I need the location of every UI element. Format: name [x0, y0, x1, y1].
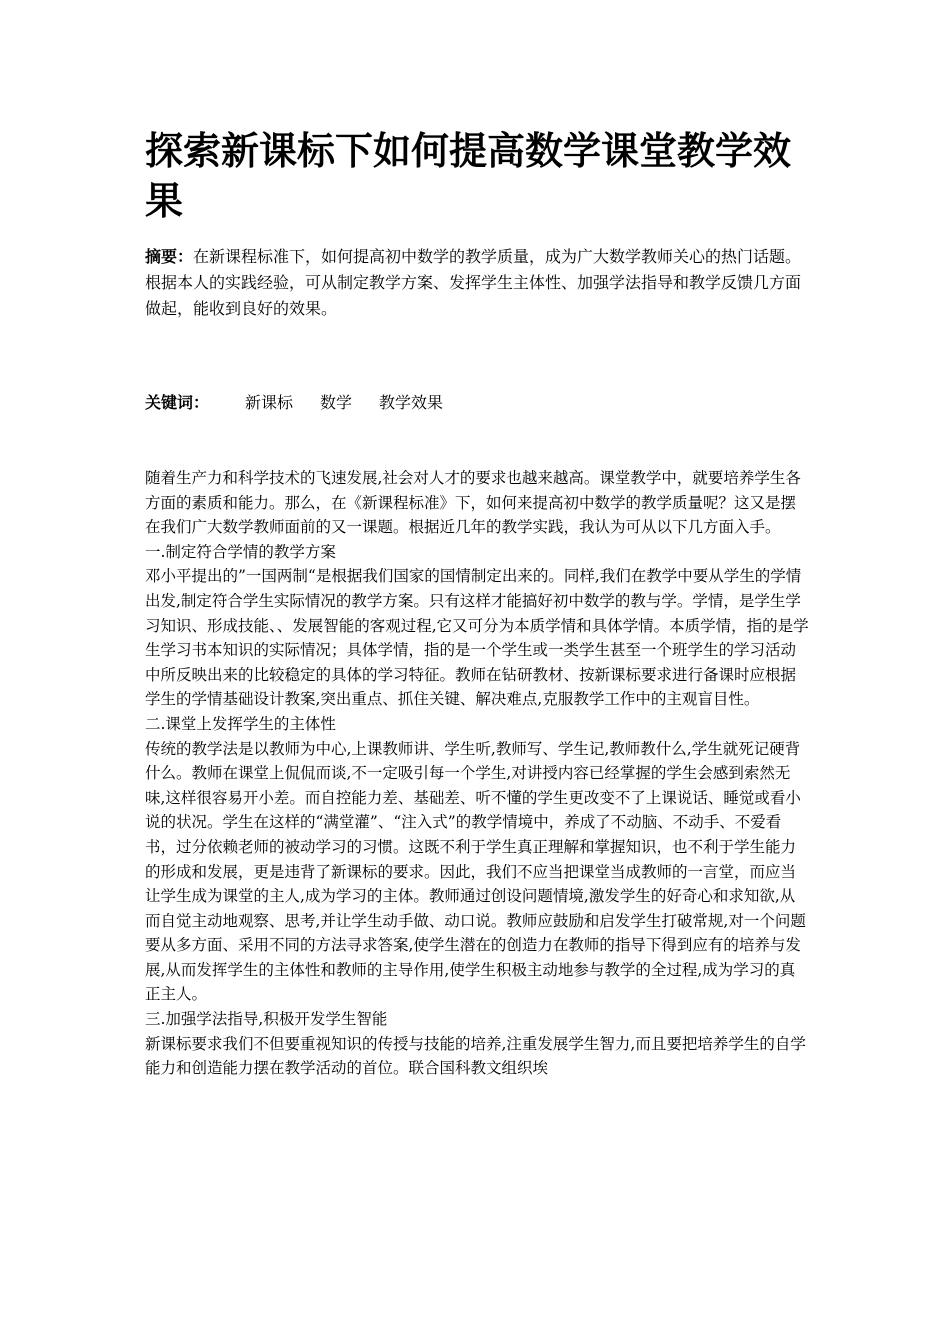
abstract-label: 摘要：: [145, 247, 194, 266]
document-title: 探索新课标下如何提高数学课堂教学效果: [145, 129, 792, 223]
keywords-line: [145, 390, 810, 416]
body-text: [145, 466, 810, 1081]
section-paragraph-1: 邓小平提出的”一国两制“是根据我们国家的国情制定出来的。同样,我们在教学中要从学生的学情出发,制定符合学生实际情况的教学方案。只有这样才能搞好初中数学的教与学。学情，是学生学习知识、形成技能、、发展智能的客观过程,它又可分为本质学情和具体学情。本质学情，指的是学生学习书本知识的实际情况；具体学情，指的是一个学生或一类学生甚至一个班学生的学习活动中所反映出来的比较稳定的具体的学习特征。教师在钻研教材、按新课标要求进行备课时应根据学生的学情基础设计教案,突出重点、抓住关键、解决难点,克服教学工作中的主观盲目性。: [145, 567, 809, 709]
section-heading-1: 一.制定符合学情的教学方案: [145, 542, 336, 561]
abstract-paragraph: [145, 244, 810, 322]
section-heading-3: 三.加强学法指导,积极开发学生智能: [145, 1010, 388, 1029]
section-heading-2: 二.课堂上发挥学生的主体性: [145, 714, 336, 733]
section-paragraph-3: 新课标要求我们不但要重视知识的传授与技能的培养,注重发展学生智力,而且要把培养学生的自学能力和创造能力摆在教学活动的首位。联合国科教文组织埃: [145, 1034, 806, 1078]
keyword-item: 数学: [320, 393, 353, 412]
keyword-item: 新课标: [245, 393, 294, 412]
keywords-label: 关键词：: [145, 393, 210, 412]
section-paragraph-2: 传统的教学法是以教师为中心,上课教师讲、学生听,教师写、学生记,教师教什么,学生就死记硬背什么。教师在课堂上侃侃而谈,不一定吸引每一个学生,对讲授内容已经掌握的学生会感到索然无味,这样很容易开小差。而自控能力差、基础差、听不懂的学生更改变不了上课说话、睡觉或看小说的状况。学生在这样的“满堂灌”、“注入式”的教学情境中，养成了不动脑、不动手、不爱看书，过分依赖老师的被动学习的习惯。这既不利于学生真正理解和掌握知识，也不利于学生能力的形成和发展，更是违背了新课标的要求。因此，我们不应当把课堂当成教师的一言堂，而应当让学生成为课堂的主人,成为学习的主体。教师通过创设问题情境,激发学生的好奇心和求知欲,从而自觉主动地观察、思考,并让学生动手做、动口说。教师应鼓励和启发学生打破常规,对一个问题要从多方面、采用不同的方法寻求答案,使学生潜在的创造力在教师的指导下得到应有的培养与发展,从而发挥学生的主体性和教师的主导作用,使学生积极主动地参与教学的全过程,成为学习的真正主人。: [145, 739, 806, 1004]
abstract-text: 在新课程标准下，如何提高初中数学的教学质量，成为广大数学教师关心的热门话题。根据本人的实践经验，可从制定教学方案、发挥学生主体性、加强学法指导和教学反馈几方面做起，能收到良好的效果。: [145, 247, 802, 318]
intro-paragraph: 随着生产力和科学技术的飞速发展,社会对人才的要求也越来越高。课堂教学中，就要培养学生各方面的素质和能力。那么，在《新课程标准》下，如何来提高初中数学的教学质量呢？这又是摆在我们广大数学教师面前的又一课题。根据近几年的教学实践，我认为可从以下几方面入手。: [145, 469, 801, 537]
keyword-item: 教学效果: [379, 393, 444, 412]
